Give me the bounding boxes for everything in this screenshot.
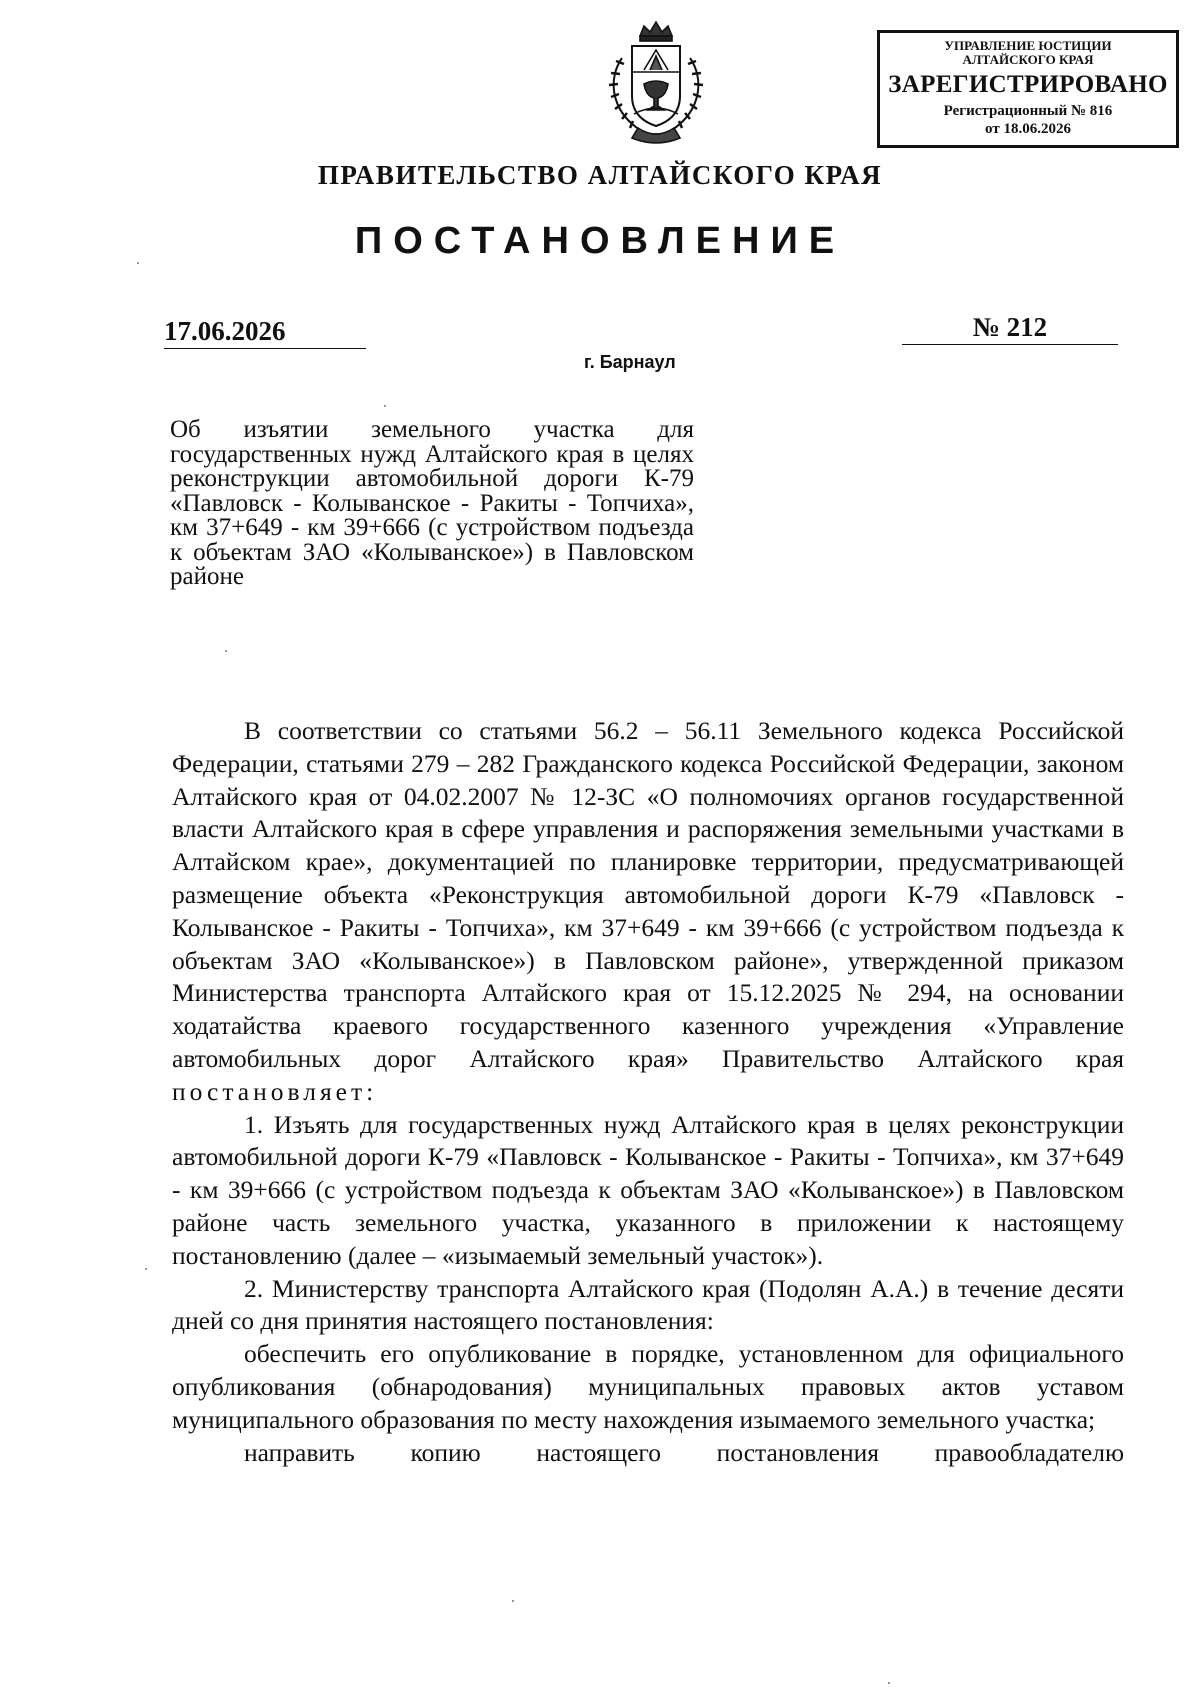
- stamp-org-line2: АЛТАЙСКОГО КРАЯ: [962, 52, 1094, 67]
- scan-speck: [888, 1682, 890, 1684]
- stamp-reg-date: от 18.06.2026: [985, 121, 1071, 137]
- stamp-reg-number: Регистрационный № 816: [943, 103, 1113, 119]
- stamp-status: ЗАРЕГИСТРИРОВАНО: [888, 71, 1168, 98]
- scan-speck: [512, 1600, 514, 1602]
- item-1-paragraph: 1. Изъять для государственных нужд Алтайского края в целях реконструкции автомобильной дороги К-79 «Павловск - Колыванское - Ракиты - Топчиха», км 37+649 - км 39+666 (с устройством подъезда к объектам ЗАО «Колыванское») в Павловском районе часть земельного участка, указанного в приложении к настоящему постановлению (далее – «изымаемый земельный участок»).: [172, 1109, 1124, 1270]
- document-number: № 212: [902, 312, 1118, 345]
- preamble-paragraph: [172, 715, 1124, 1109]
- coat-of-arms-icon: [600, 18, 712, 146]
- document-city: г. Барнаул: [584, 352, 676, 372]
- registration-stamp: [877, 30, 1179, 148]
- government-title: ПРАВИТЕЛЬСТВО АЛТАЙСКОГО КРАЯ: [317, 160, 883, 190]
- item-2-paragraph: 2. Министерству транспорта Алтайского края (Подолян А.А.) в течение десяти дней со дня принятия настоящего постановления:: [172, 1273, 1124, 1336]
- item-2a-paragraph: обеспечить его опубликование в порядке, установленном для официального опубликования (обнародования) муниципальных правовых актов уставом муниципального образования по месту нахождения изымаемого земельного участка;: [172, 1339, 1124, 1434]
- document-subject: Об изъятии земельного участка для государственных нужд Алтайского края в целях реконструкции автомобильной дороги К-79 «Павловск - Колыванское - Ракиты - Топчиха», км 37+649 - км 39+666 (с устройством подъезда к объектам ЗАО «Колыванское») в Павловском районе: [170, 416, 694, 590]
- scan-speck: [225, 650, 227, 652]
- item-2b-paragraph: направить копию настоящего постановления правообладателю: [244, 1437, 1124, 1467]
- scan-speck: [145, 1268, 147, 1270]
- preamble-text: В соответствии со статьями 56.2 – 56.11 Земельного кодекса Российской Федерации, статьями 279 – 282 Гражданского кодекса Российской Федерации, законом Алтайского края от 04.02.2007 № 12-ЗС «О полномочиях органов государственной власти Алтайского края в сфере управления и распоряжения земельными участками в Алтайском крае», документацией по планировке территории, предусматривающей размещение объекта «Реконструкция автомобильной дороги К-79 «Павловск - Колыванское - Ракиты - Топчиха», км 37+649 - км 39+666 (с устройством подъезда к объектам ЗАО «Колыванское») в Павловском районе», утвержденной приказом Министерства транспорта Алтайского края от 15.12.2025 № 294, на основании ходатайства краевого государственного казенного учреждения «Управление автомобильных дорог Алтайского края» Правительство Алтайского края: [172, 716, 1124, 1073]
- document-date: 17.06.2026: [164, 316, 366, 349]
- stamp-org-line1: УПРАВЛЕНИЕ ЮСТИЦИИ: [944, 38, 1112, 53]
- decree-word: постановляет:: [172, 1076, 378, 1106]
- scan-speck: [384, 405, 386, 407]
- document-body: [172, 715, 1124, 1469]
- scan-speck: [137, 262, 139, 264]
- document-type: ПОСТАНОВЛЕНИЕ: [354, 220, 846, 262]
